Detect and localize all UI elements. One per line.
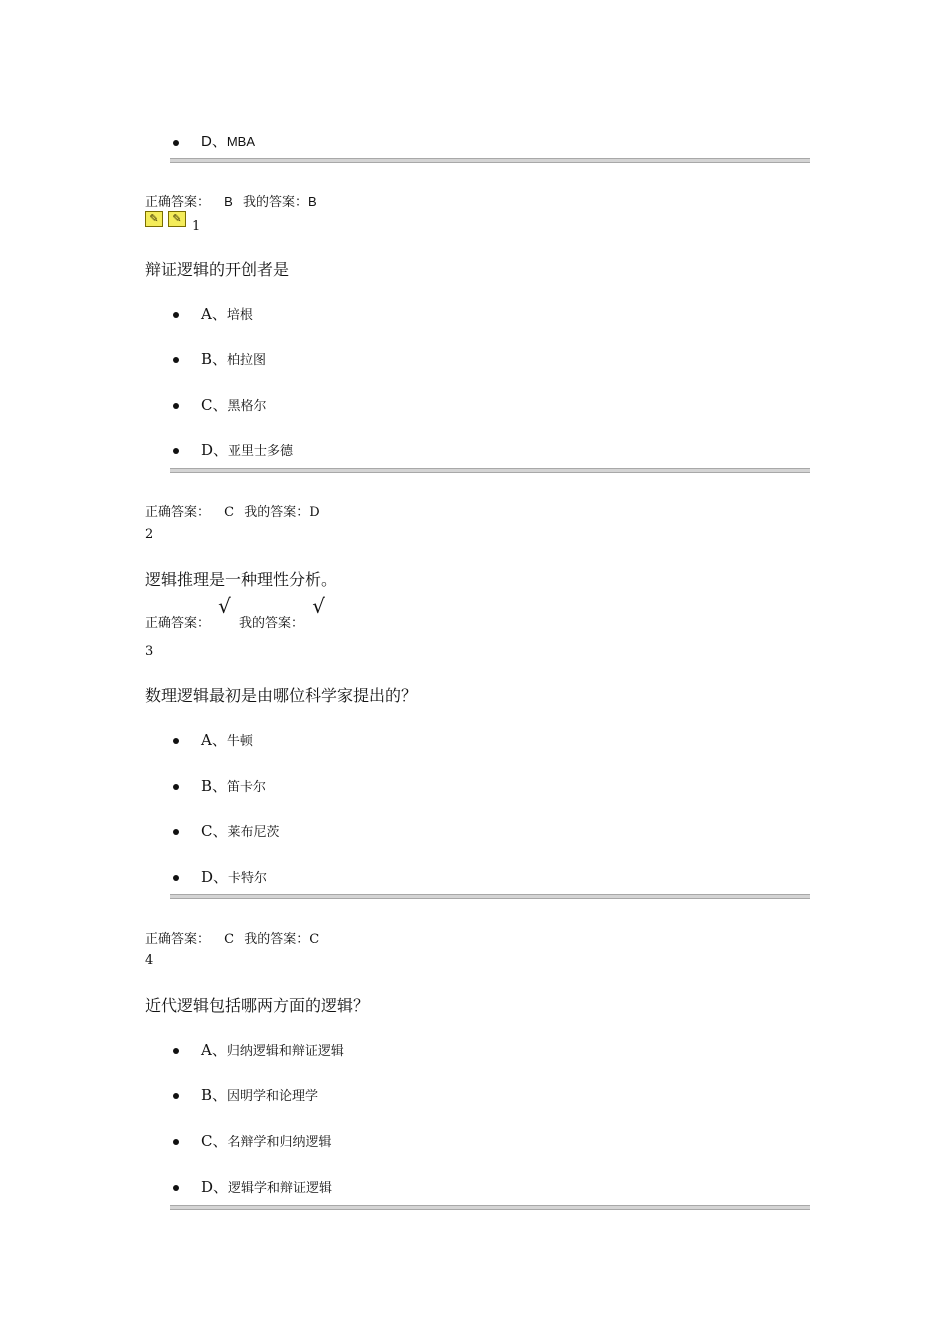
option-letter: C、 [201,822,228,840]
option-letter: D、 [201,133,227,150]
option-letter: D、 [201,868,229,886]
option-text: 逻辑学和辩证逻辑 [228,1181,333,1196]
option-letter: B、 [201,777,228,795]
correct-answer-label: 正确答案： [145,505,211,520]
option-letter: C、 [201,1132,228,1150]
edit-icon[interactable]: ✎ [168,211,186,227]
question-number: 1 [192,219,201,234]
divider [170,1205,810,1210]
option-b[interactable] [201,348,266,369]
divider [170,158,810,163]
divider [170,468,810,473]
option-text: MBA [226,134,256,149]
answer-line [145,191,317,210]
question-text: 逻辑推理是一种理性分析。 [145,570,338,589]
answer-line [145,501,320,520]
bullet [173,448,179,454]
option-text: 莱布尼茨 [227,825,280,840]
bullet [173,1139,179,1145]
bullet [173,140,179,146]
bullet [173,829,179,835]
option-letter: A、 [201,305,227,323]
option-letter: B、 [201,350,228,368]
my-answer-value: √ [312,594,325,618]
correct-answer-value: B [224,194,233,209]
option-letter: C、 [201,396,228,414]
question-text: 辩证逻辑的开创者是 [145,260,290,279]
bullet [173,1048,179,1054]
bullet [173,738,179,744]
my-answer-value: C [309,932,320,947]
option-d[interactable] [201,439,293,460]
question-number: 3 [145,644,154,659]
option-text: 笛卡尔 [227,780,267,795]
option-c[interactable] [201,820,280,841]
option-text: 黑格尔 [227,399,267,414]
option-b[interactable] [201,775,266,796]
option-d[interactable] [201,130,255,151]
option-d[interactable] [201,1176,332,1197]
correct-answer-label: 正确答案： [145,195,211,210]
option-b[interactable] [201,1084,318,1105]
my-answer-value: B [307,194,317,209]
correct-answer-value: C [224,932,235,947]
option-c[interactable] [201,394,267,415]
option-c[interactable] [201,1130,332,1151]
option-d[interactable] [201,866,267,887]
correct-answer-value: C [224,505,235,520]
my-answer-value: D [309,505,320,520]
option-text: 卡特尔 [228,871,268,886]
correct-answer-label: 正确答案： [145,616,211,631]
option-a[interactable] [201,303,253,324]
bullet [173,357,179,363]
option-letter: A、 [201,1041,227,1059]
option-text: 亚里士多德 [228,444,294,459]
option-text: 牛顿 [226,734,253,749]
option-text: 培根 [226,308,253,323]
bullet [173,403,179,409]
question-number: 2 [145,527,154,542]
option-a[interactable] [201,1039,344,1060]
option-text: 因明学和论理学 [227,1089,319,1104]
correct-answer-label: 正确答案： [145,932,211,947]
question-text: 近代逻辑包括哪两方面的逻辑？ [145,996,370,1015]
question-number: 4 [145,953,154,968]
option-text: 归纳逻辑和辩证逻辑 [226,1044,344,1059]
option-letter: B、 [201,1086,228,1104]
my-answer-label: 我的答案： [239,616,305,631]
bullet [173,784,179,790]
option-letter: D、 [201,1178,229,1196]
edit-icon[interactable]: ✎ [145,211,163,227]
answer-line [145,928,319,947]
bullet [173,1185,179,1191]
bullet [173,875,179,881]
my-answer-label: 我的答案： [242,195,308,210]
option-letter: D、 [201,441,229,459]
option-text: 柏拉图 [227,353,267,368]
my-answer-label: 我的答案： [244,505,310,520]
bullet [173,312,179,318]
correct-answer-value: √ [218,594,231,618]
bullet [173,1093,179,1099]
question-text: 数理逻辑最初是由哪位科学家提出的？ [145,686,418,705]
divider [170,894,810,899]
option-a[interactable] [201,729,253,750]
option-text: 名辩学和归纳逻辑 [227,1135,332,1150]
my-answer-label: 我的答案： [244,932,310,947]
answer-line [145,594,325,631]
option-letter: A、 [201,731,227,749]
